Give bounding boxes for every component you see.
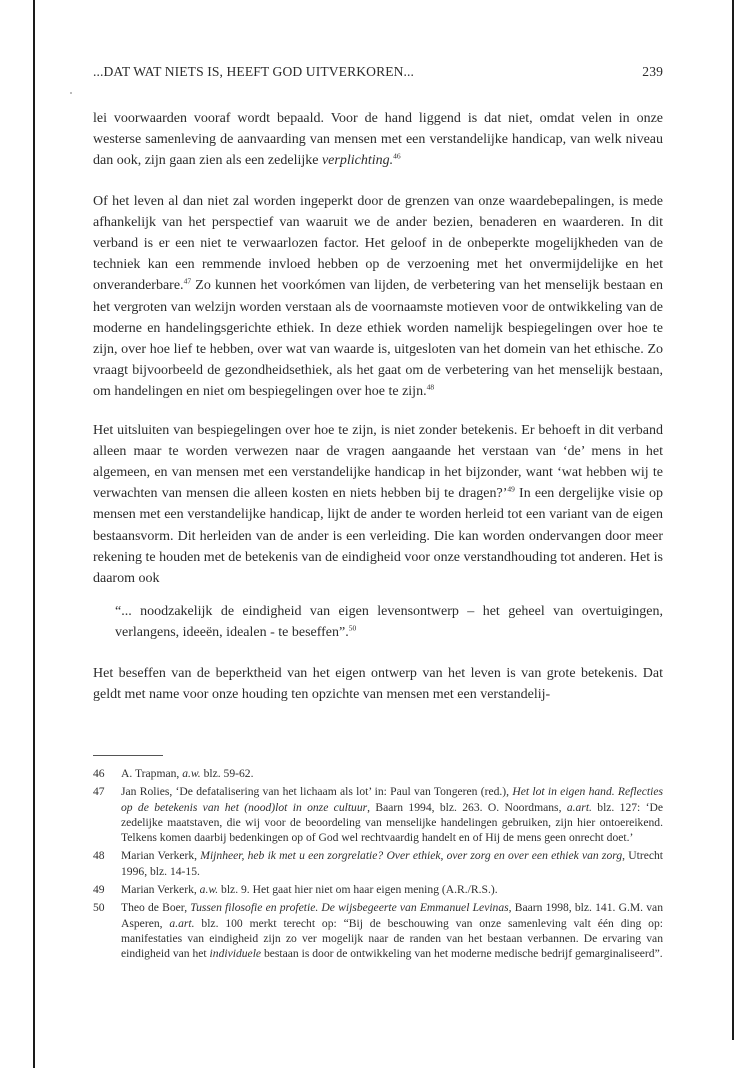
page-edge-left <box>33 0 35 1068</box>
footnote-italic-2: a.art. <box>169 916 195 930</box>
footnote-text <box>121 900 663 961</box>
footnote-text-pre: Marian Verkerk, <box>121 849 201 863</box>
paragraph-2 <box>93 191 663 403</box>
footnote-text-post: blz. 59-62. <box>200 767 254 780</box>
page-number: 239 <box>642 64 663 79</box>
footnote-text-pre: A. Trapman, <box>121 767 183 780</box>
footnote-text-pre: Marian Verkerk, <box>121 883 200 897</box>
footnote-47 <box>93 784 663 845</box>
footnote-46 <box>93 766 663 781</box>
page-edge-right <box>732 0 734 1040</box>
footnote-text <box>121 784 663 845</box>
footnote-italic: a.w. <box>199 883 219 897</box>
footnote-text-post: bestaan is door de ontwikkeling van het moderne medische bedrijf gemarginaliseerd”. <box>261 947 663 961</box>
footnotes <box>93 766 663 965</box>
footnote-number: 48 <box>93 849 105 863</box>
footnote-rule <box>93 755 163 756</box>
note-ref-46: 46 <box>393 151 401 161</box>
paragraph-3 <box>93 420 663 590</box>
footnote-number: 47 <box>93 785 105 799</box>
paragraph-1-italic: verplichting. <box>321 153 394 169</box>
footnote-text-pre: Jan Rolies, ‘De defatalisering van het lichaam als lot’ in: Paul van Tongeren (red.), <box>121 785 513 799</box>
footnote-text-post: blz. 9. Het gaat hier niet om haar eigen mening (A.R./R.S.). <box>218 883 498 897</box>
paragraph-4-text: Het beseffen van de beperktheid van het eigen ontwerp van het leven is van grote betekenis. Dat geldt met name voor onze houding ten opzichte van mensen met een verstandelij- <box>93 665 663 702</box>
block-quote-text: “... noodzakelijk de eindigheid van eigen levensontwerp – het geheel van overtuigingen, verlangens, ideeën, idealen - te beseffen”. <box>115 604 663 641</box>
footnote-text-mid: , Baarn 1998, blz. 141. G.M. van Asperen, <box>121 901 664 930</box>
running-header <box>93 64 663 84</box>
footnote-text <box>121 766 663 781</box>
paragraph-1 <box>93 108 663 172</box>
note-ref-50: 50 <box>348 623 357 633</box>
footnote-text-mid-2: blz. 100 merkt terecht op: “Bij de beschouwing van onze samenleving valt één ding op: manifestaties van eindigheid zijn zo ver mogelijk naar de randen van het bestaan verbannen. De ervaring van eindigheid van het <box>121 916 663 961</box>
paragraph-2-text-a: Of het leven al dan niet zal worden ingeperkt door de grenzen van onze waardebepalingen, is mede afhankelijk van het perspectief van waaruit we de ander bezien, benaderen en waarderen. In dit verband is er een niet te verwaarlozen factor. Het geloof in de onbeperkte mogelijkheden van de techniek kan een remmende invloed hebben op de verzoening met het onvermijdelijke en het onveranderbare. <box>93 193 663 294</box>
block-quote <box>115 601 663 643</box>
footnote-number: 50 <box>93 901 105 915</box>
footnote-text-post: , Utrecht 1996, blz. 14-15. <box>121 849 663 878</box>
footnote-text-post: blz. 127: ‘De zedelijke maatstaven, die wij voor de beoordeling van menselijke handelingen gebruiken, zijn hier ontoereikend. Telkens komen daarbij bedenkingen op of God wel rechtvaardig handelt en of Hij de mens geen onrecht doet.’ <box>121 800 663 845</box>
running-title: ...DAT WAT NIETS IS, HEEFT GOD UITVERKOREN... <box>93 64 415 79</box>
footnote-italic: a.w. <box>182 767 201 780</box>
footnote-49 <box>93 882 663 897</box>
footnote-italic: Mijnheer, heb ik met u een zorgrelatie? Over ethiek, over zorg en over een ethiek van zorg <box>200 849 623 863</box>
footnote-italic-2: a.art. <box>566 800 592 814</box>
paragraph-3-text-b: In een dergelijke visie op mensen met een verstandelijke handicap, lijkt de ander te worden herleid tot een variant van de eigen bestaansvorm. Dit herleiden van de ander is een verleiding. Die kan worden ondervangen door meer rekening te houden met de betekenis van de eindigheid voor onze verstandhouding tot anderen. Het is daarom ook <box>93 486 663 587</box>
footnote-italic: Tussen filosofie en profetie. De wijsbegeerte van Emmanuel Levinas <box>190 901 509 915</box>
paragraph-3-text-a: Het uitsluiten van bespiegelingen over hoe te zijn, is niet zonder betekenis. Er behoeft in dit verband alleen maar te worden verwezen naar de vragen aangaande het verstaan van ‘de’ mens in het algemeen, en van mensen met een verstandelijke handicap in het bijzonder, want ‘wat hebben wij te verwachten van mensen die alleen kosten en niets hebben bij te dragen?’ <box>93 422 663 502</box>
footnote-50 <box>93 900 663 961</box>
footnote-italic: Het lot in eigen hand. Reflecties op de betekenis van het (nood)lot in onze cultuur <box>121 785 663 814</box>
footnote-text-mid: , Baarn 1994, blz. 263. O. Noordmans, <box>367 800 567 814</box>
note-ref-48: 48 <box>426 382 435 392</box>
footnote-text <box>121 848 663 879</box>
paragraph-2-text-b: Zo kunnen het voorkómen van lijden, de verbetering van het menselijk bestaan en het vergroten van welzijn worden verstaan als de voornaamste motieven voor de ontwikkeling van de moderne en handelingsgerichte ethiek. In deze ethiek worden namelijk bespiegelingen over hoe te zijn, over hoe lief te hebben, over wat van waarde is, uitgesloten van het domein van het ethische. Zo vraagt bijvoorbeeld de gezondheidsethiek, als het gaat om de verbetering van het menselijk bestaan, om handelingen en niet om bespiegelingen over hoe te zijn. <box>93 278 663 400</box>
footnote-number: 49 <box>93 883 105 897</box>
note-ref-47: 47 <box>183 276 192 286</box>
body-text <box>93 108 663 721</box>
paragraph-1-text: lei voorwaarden vooraf wordt bepaald. Voor de hand liggend is dat niet, omdat velen in onze westerse samenleving de aanvaarding van mensen met een verstandelijke handicap, van welk niveau dan ook, zijn gaan zien als een zedelijke <box>93 111 663 169</box>
footnote-text-pre: Theo de Boer, <box>121 901 191 915</box>
footnote-text <box>121 882 663 897</box>
footnote-48 <box>93 848 663 879</box>
paragraph-4 <box>93 663 663 705</box>
footnote-number: 46 <box>93 767 105 780</box>
note-ref-49: 49 <box>507 484 515 494</box>
scan-speck <box>70 92 72 94</box>
footnote-italic-3: individuele <box>209 947 262 961</box>
